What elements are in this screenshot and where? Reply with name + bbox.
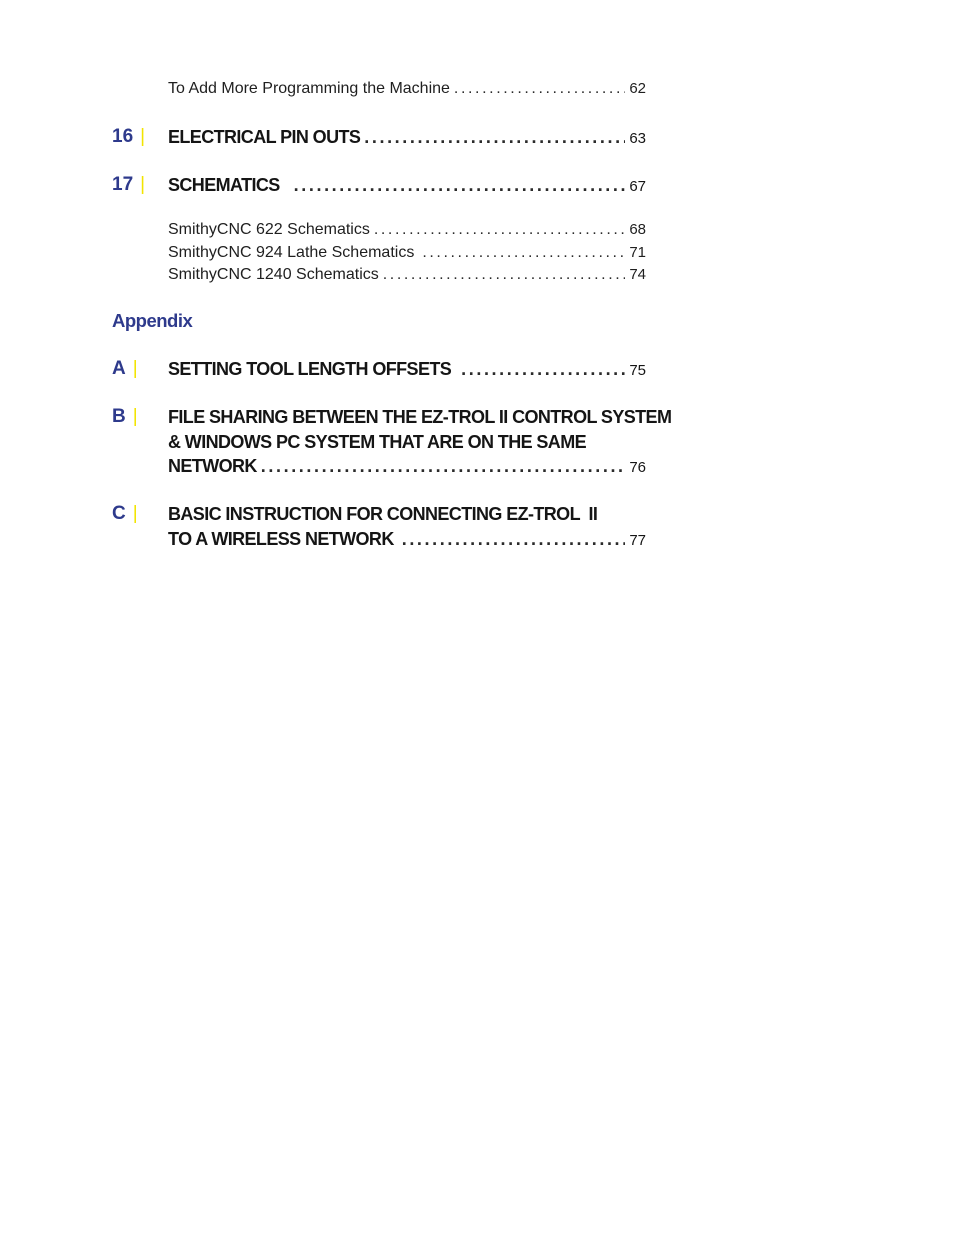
toc-page-number: 62 bbox=[629, 80, 646, 97]
toc-entry-title: SmithyCNC 622 Schematics bbox=[168, 221, 370, 238]
toc-entry-title-line-2: & WINDOWS PC SYSTEM THAT ARE ON THE SAME bbox=[168, 431, 587, 452]
chapter-number: 17 bbox=[112, 174, 134, 195]
toc-entry-title: ELECTRICAL PIN OUTS bbox=[168, 127, 361, 147]
toc-entry-title: To Add More Programming the Machine bbox=[168, 80, 450, 97]
leader-dots bbox=[422, 242, 625, 265]
leader-dots bbox=[383, 264, 626, 287]
toc-page-number: 75 bbox=[629, 362, 646, 379]
chapter-marker-17 bbox=[112, 173, 145, 197]
chapter-number: 16 bbox=[112, 126, 134, 147]
toc-entry-file-sharing[interactable] bbox=[168, 405, 672, 480]
leader-dots bbox=[261, 454, 626, 478]
toc-entry-title: SCHEMATICS bbox=[168, 175, 280, 195]
marker-bar: | bbox=[140, 126, 146, 147]
appendix-letter: C bbox=[112, 503, 126, 524]
chapter-marker-16 bbox=[112, 125, 145, 149]
leader-dots bbox=[364, 125, 625, 149]
toc-entry-title: SETTING TOOL LENGTH OFFSETS bbox=[168, 359, 452, 379]
leader-dots bbox=[461, 357, 625, 381]
appendix-marker-a bbox=[112, 357, 138, 381]
leader-dots bbox=[454, 78, 625, 101]
toc-subentries-schematics bbox=[168, 219, 646, 287]
toc-entry-title-line-2: TO A WIRELESS NETWORK bbox=[168, 528, 394, 549]
toc-entry-tool-offsets[interactable] bbox=[168, 357, 646, 383]
toc-entry-title-line-1: FILE SHARING BETWEEN THE EZ-TROL II CONTROL SYSTEM bbox=[168, 407, 672, 427]
toc-entry-pinouts[interactable] bbox=[168, 125, 646, 151]
appendix-letter: B bbox=[112, 406, 126, 427]
toc-entry-title: SmithyCNC 1240 Schematics bbox=[168, 266, 379, 283]
appendix-heading: Appendix bbox=[112, 310, 193, 331]
marker-bar: | bbox=[140, 174, 146, 195]
leader-dots bbox=[294, 173, 626, 197]
toc-entry-schematics[interactable] bbox=[168, 173, 646, 199]
toc-entry-title-line-1: BASIC INSTRUCTION FOR CONNECTING EZ-TROL II bbox=[168, 504, 598, 524]
toc-page-number: 76 bbox=[629, 459, 646, 476]
toc-page-number: 68 bbox=[629, 221, 646, 238]
toc-page-number: 67 bbox=[629, 178, 646, 195]
leader-dots bbox=[374, 219, 625, 242]
toc-page-number: 71 bbox=[629, 243, 646, 261]
marker-bar: | bbox=[132, 358, 138, 379]
toc-entry-1240[interactable] bbox=[168, 264, 646, 287]
toc-entry-title-line-3: NETWORK bbox=[168, 456, 257, 476]
toc-page-number: 63 bbox=[629, 130, 646, 147]
marker-bar: | bbox=[132, 503, 138, 524]
marker-bar: | bbox=[132, 406, 138, 427]
toc-page-number: 77 bbox=[629, 531, 646, 549]
appendix-marker-b bbox=[112, 405, 138, 429]
toc-page-number: 74 bbox=[629, 266, 646, 283]
leader-dots bbox=[402, 527, 626, 551]
toc-entry-622[interactable] bbox=[168, 219, 646, 242]
toc-entry-924[interactable] bbox=[168, 242, 646, 265]
appendix-letter: A bbox=[112, 358, 126, 379]
appendix-marker-c bbox=[112, 502, 138, 526]
toc-entry-title: SmithyCNC 924 Lathe Schematics bbox=[168, 243, 415, 261]
toc-entry-wireless[interactable] bbox=[168, 502, 646, 553]
toc-entry-programming[interactable] bbox=[168, 78, 646, 101]
